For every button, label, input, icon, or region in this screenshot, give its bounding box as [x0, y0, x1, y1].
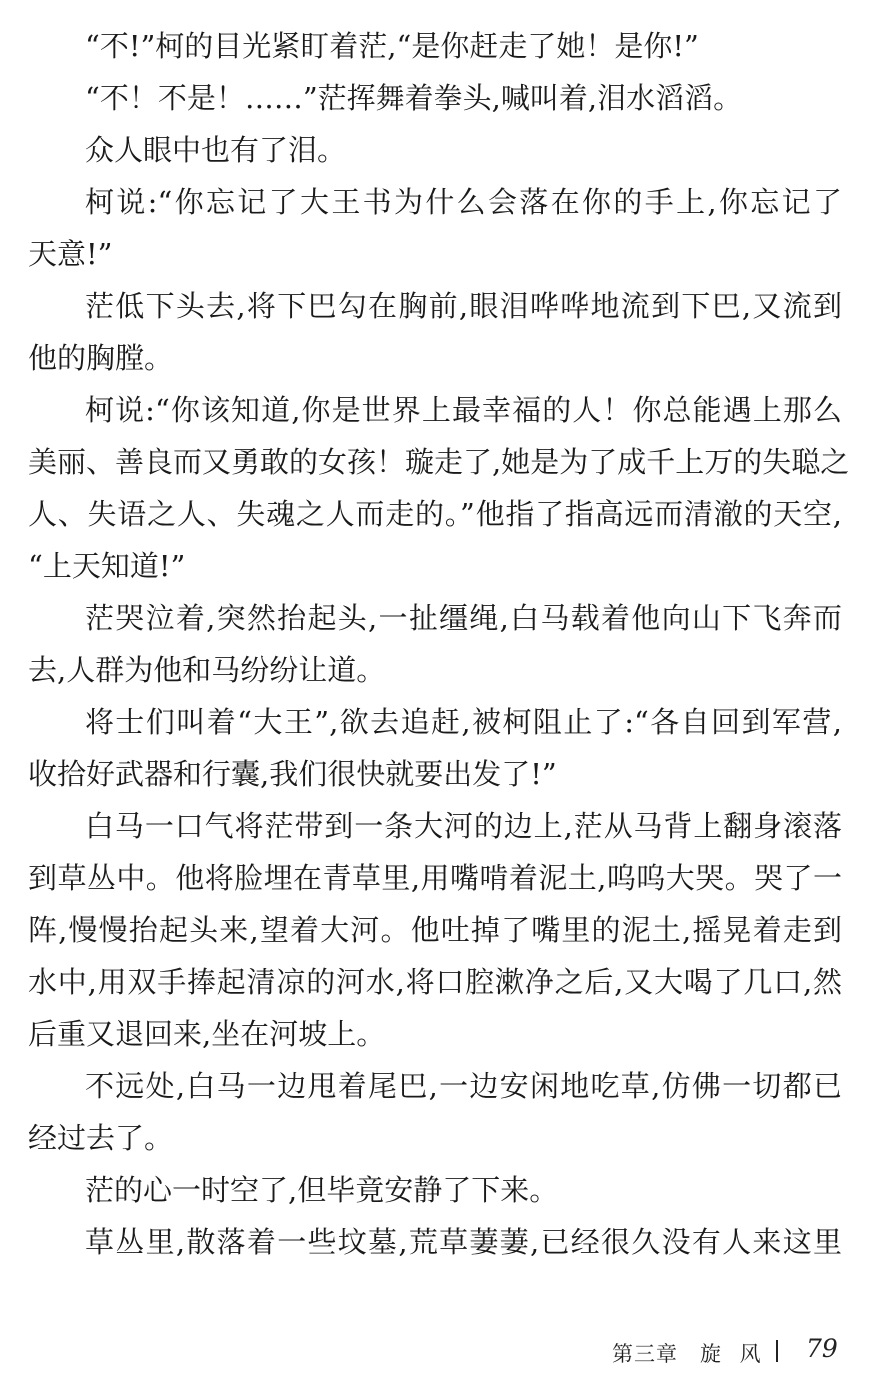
text-line: 人、失语之人、失魂之人而走的。”他指了指高远而清澈的天空,: [28, 497, 842, 531]
text-line: 收拾好武器和行囊,我们很快就要出发了!”: [28, 757, 557, 791]
chapter-number: 第三章: [612, 1342, 678, 1366]
paragraph: [28, 124, 842, 176]
text-line: 水中,用双手捧起清凉的河水,将口腔漱净之后,又大喝了几口,然: [28, 965, 842, 999]
paragraph: [28, 384, 850, 592]
text-line: 众人眼中也有了泪。: [85, 133, 347, 167]
paragraph: [28, 1164, 842, 1216]
paragraph: [28, 696, 842, 800]
page-footer: [0, 1334, 872, 1370]
paragraph: [28, 280, 842, 384]
body-text: [28, 20, 850, 1268]
page-number: 79: [806, 1334, 838, 1363]
text-line: 草丛里,散落着一些坟墓,荒草萋萋,已经很久没有人来这里: [85, 1225, 842, 1259]
text-line: 不远处,白马一边甩着尾巴,一边安闲地吃草,仿佛一切都已: [85, 1069, 842, 1103]
text-line: 将士们叫着“大王”,欲去追赶,被柯阻止了:“各自回到军营,: [85, 705, 842, 739]
text-line: 经过去了。: [28, 1121, 174, 1155]
footer-divider: [776, 1340, 778, 1362]
chapter-title: 旋 风: [700, 1342, 767, 1366]
paragraph: [28, 72, 842, 124]
text-line: “不！不是！……”茫挥舞着拳头,喊叫着,泪水滔滔。: [85, 81, 743, 115]
text-line: 去,人群为他和马纷纷让道。: [28, 653, 386, 687]
text-line: 柯说:“你该知道,你是世界上最幸福的人！你总能遇上那么: [85, 393, 842, 427]
text-line: 茫哭泣着,突然抬起头,一扯缰绳,白马载着他向山下飞奔而: [85, 601, 842, 635]
paragraph: [28, 800, 842, 1060]
text-line: 天意!”: [28, 237, 113, 271]
text-line: 阵,慢慢抬起头来,望着大河。他吐掉了嘴里的泥土,摇晃着走到: [28, 913, 842, 947]
text-line: “不!”柯的目光紧盯着茫,“是你赶走了她！是你!”: [85, 29, 699, 63]
running-header: [612, 1338, 767, 1368]
text-line: 白马一口气将茫带到一条大河的边上,茫从马背上翻身滚落: [85, 809, 842, 843]
text-line: 茫低下头去,将下巴勾在胸前,眼泪哗哗地流到下巴,又流到: [85, 289, 842, 323]
text-line: 到草丛中。他将脸埋在青草里,用嘴啃着泥土,呜呜大哭。哭了一: [28, 861, 842, 895]
text-line: 他的胸膛。: [28, 341, 174, 375]
text-line: 柯说:“你忘记了大王书为什么会落在你的手上,你忘记了: [85, 185, 842, 219]
text-line: 美丽、善良而又勇敢的女孩！璇走了,她是为了成千上万的失聪之: [28, 445, 850, 479]
paragraph: [28, 1216, 842, 1268]
paragraph: [28, 592, 842, 696]
text-line: “上天知道!”: [28, 549, 186, 583]
paragraph: [28, 1060, 842, 1164]
paragraph: [28, 20, 842, 72]
text-line: 茫的心一时空了,但毕竟安静了下来。: [85, 1173, 559, 1207]
paragraph: [28, 176, 842, 280]
text-line: 后重又退回来,坐在河坡上。: [28, 1017, 386, 1051]
